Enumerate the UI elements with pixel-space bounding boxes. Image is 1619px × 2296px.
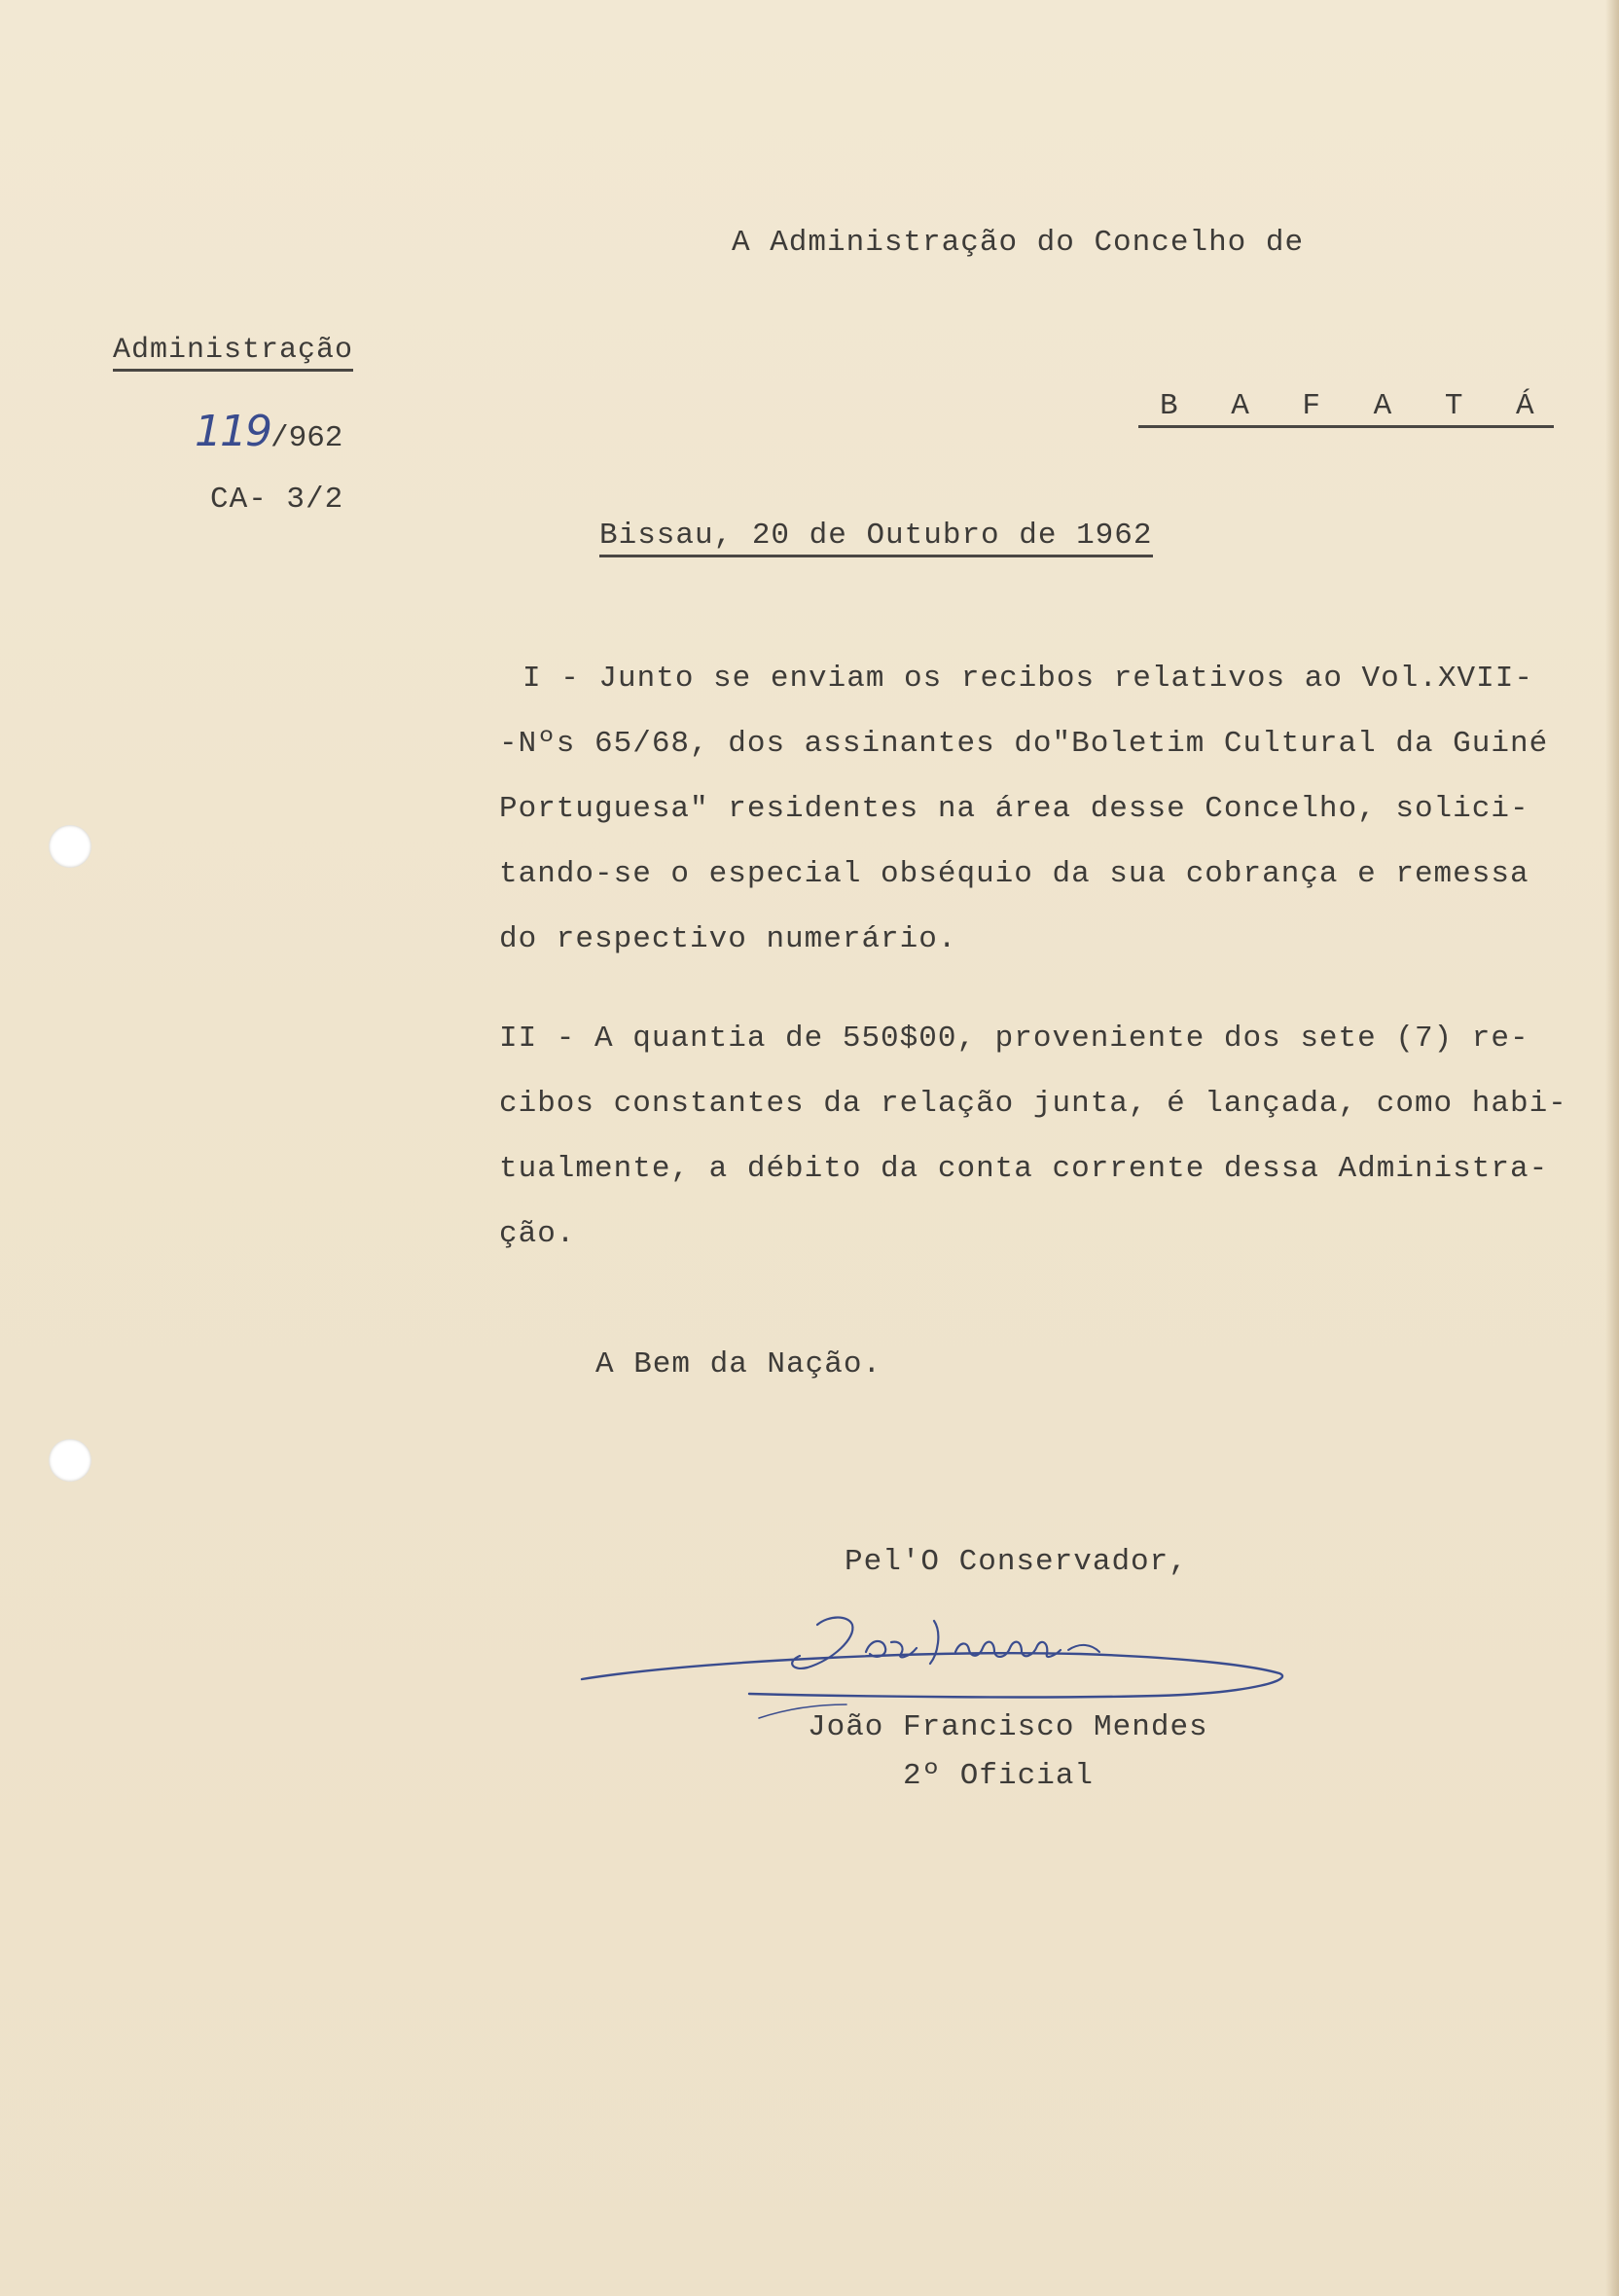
sender-label: Administração	[113, 334, 353, 372]
addressee-place: B A F A T Á	[1138, 389, 1554, 428]
paragraph-1-line: tando-se o especial obséquio da sua cobrança e remessa	[499, 857, 1529, 891]
paragraph-1	[499, 662, 1548, 987]
paragraph-1-line: do respectivo numerário.	[499, 922, 957, 956]
closing-salutation: A Bem da Nação.	[595, 1347, 882, 1381]
paragraph-2-line: tualmente, a débito da conta corrente dessa Administra-	[499, 1152, 1549, 1186]
paragraph-1-line: -Nºs 65/68, dos assinantes do"Boletim Cultural da Guiné	[499, 727, 1549, 761]
handwritten-signature	[574, 1603, 1294, 1710]
paragraph-2-line: II - A quantia de 550$00, proveniente dos sete (7) re-	[499, 1022, 1529, 1056]
paragraph-1-line: Portuguesa" residentes na área desse Concelho, solici-	[499, 792, 1529, 826]
paragraph-2-line: cibos constantes da relação junta, é lançada, como habi-	[499, 1087, 1567, 1121]
on-behalf-line: Pel'O Conservador,	[845, 1545, 1188, 1579]
punch-hole-bottom	[49, 1439, 91, 1482]
reference-year: /962	[270, 421, 343, 455]
signatory-title: 2º Oficial	[903, 1759, 1095, 1793]
punch-hole-top	[49, 825, 91, 868]
reference-number	[195, 407, 342, 456]
reference-number-handwritten: 119	[195, 407, 270, 456]
paragraph-1-line: I - Junto se enviam os recibos relativos ao Vol.XVII-	[522, 662, 1533, 696]
paragraph-2	[499, 1022, 1567, 1282]
reference-code: CA- 3/2	[210, 483, 344, 517]
addressee-line: A Administração do Concelho de	[732, 226, 1305, 260]
dateline: Bissau, 20 de Outubro de 1962	[599, 519, 1153, 557]
paragraph-2-line: ção.	[499, 1217, 576, 1251]
signatory-name: João Francisco Mendes	[808, 1710, 1208, 1744]
